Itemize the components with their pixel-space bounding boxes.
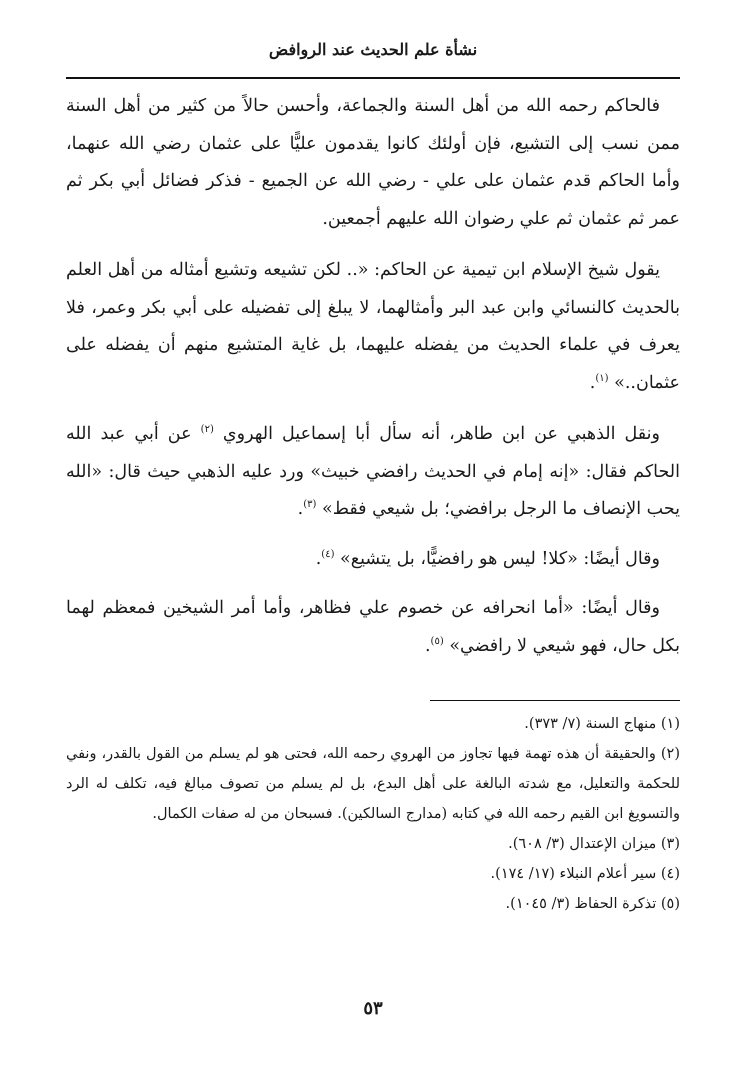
footnote-ref-5: (٥) <box>430 635 444 647</box>
running-title: نشأة علم الحديث عند الروافض <box>268 40 478 59</box>
paragraph-5-text: وقال أيضًا: «أما انحرافه عن خصوم علي فظاهر، وأما أمر الشيخين فمعظم لهما بكل حال، فهو شيعي لا رافضي» <box>66 598 680 656</box>
paragraph-3-text-a: ونقل الذهبي عن ابن طاهر، أنه سأل أبا إسماعيل الهروي <box>222 424 660 444</box>
paragraph-5-end: . <box>424 635 431 656</box>
footnote-1: (١) منهاج السنة (٧/ ٣٧٣). <box>524 716 680 732</box>
paragraph-2 <box>66 252 680 402</box>
page-number: ٥٣ <box>363 998 383 1019</box>
paragraph-4 <box>66 541 680 579</box>
paragraph-4-end: . <box>315 548 322 569</box>
paragraph-1-text: فالحاكم رحمه الله من أهل السنة والجماعة، وأحسن حالاً من كثير من أهل السنة ممن نسب إلى التشيع، فإن أولئك كانوا يقدمون عليًّا على عثمان رضي الله عنهما، وأما الحاكم قدم عثمان على علي - رضي الله عن الجميع - فذكر فضائل أبي بكر ثم عمر ثم عثمان ثم علي رضوان الله عليهم أجمعين. <box>66 96 680 229</box>
paragraph-2-text: يقول شيخ الإسلام ابن تيمية عن الحاكم: «.. لكن تشيعه وتشيع أمثاله من أهل العلم بالحديث كالنسائي وابن عبد البر وأمثالهما، لا يبلغ إلى تفضيله على أبي بكر وعمر، فلا يعرف في علماء الحديث من يفضله عليهما، بل غاية المتشيع منهم أن يفضله على عثمان..» <box>66 260 680 393</box>
paragraph-5 <box>66 590 680 665</box>
paragraph-2-end: . <box>589 372 596 393</box>
footnote-ref-2: (٢) <box>200 424 214 436</box>
footnote-ref-1: (١) <box>595 372 609 384</box>
footnote-2: (٢) والحقيقة أن هذه تهمة فيها تجاوز من الهروي رحمه الله، فحتى هو لم يسلم من القول بالقدر، ونفي للحكمة والتعليل، مع شدته البالغة على أهل البدع، بل لم يسلم من تصوف مبالغ فيه، تكلف له الرد والتسويغ ابن القيم رحمه الله في كتابه (مدارج السالكين). فسبحان من له صفات الكمال. <box>66 746 680 822</box>
footnote-5: (٥) تذكرة الحفاظ (٣/ ١٠٤٥). <box>505 896 680 912</box>
footnote-ref-3: (٣) <box>303 499 317 511</box>
footnotes <box>66 709 680 919</box>
paragraph-3 <box>66 416 680 529</box>
paragraph-1 <box>66 88 680 238</box>
footnote-4: (٤) سير أعلام النبلاء (١٧/ ١٧٤). <box>490 866 680 882</box>
header-rule <box>66 77 680 79</box>
footnote-separator <box>430 700 680 701</box>
paragraph-3-end: . <box>297 499 304 519</box>
paragraph-4-text: وقال أيضًا: «كلا! ليس هو رافضيًّا، بل يتشيع» <box>340 548 660 569</box>
footnote-3: (٣) ميزان الإعتدال (٣/ ٦٠٨). <box>508 836 680 852</box>
paragraph-3-text-b: عن أبي عبد الله الحاكم فقال: «إنه إمام في الحديث رافضي خبيث» ورد عليه الذهبي حيث قال: «الله يحب الإنصاف ما الرجل برافضي؛ بل شيعي فقط» <box>66 424 680 519</box>
main-text <box>66 88 680 679</box>
footnote-ref-4: (٤) <box>321 548 335 560</box>
